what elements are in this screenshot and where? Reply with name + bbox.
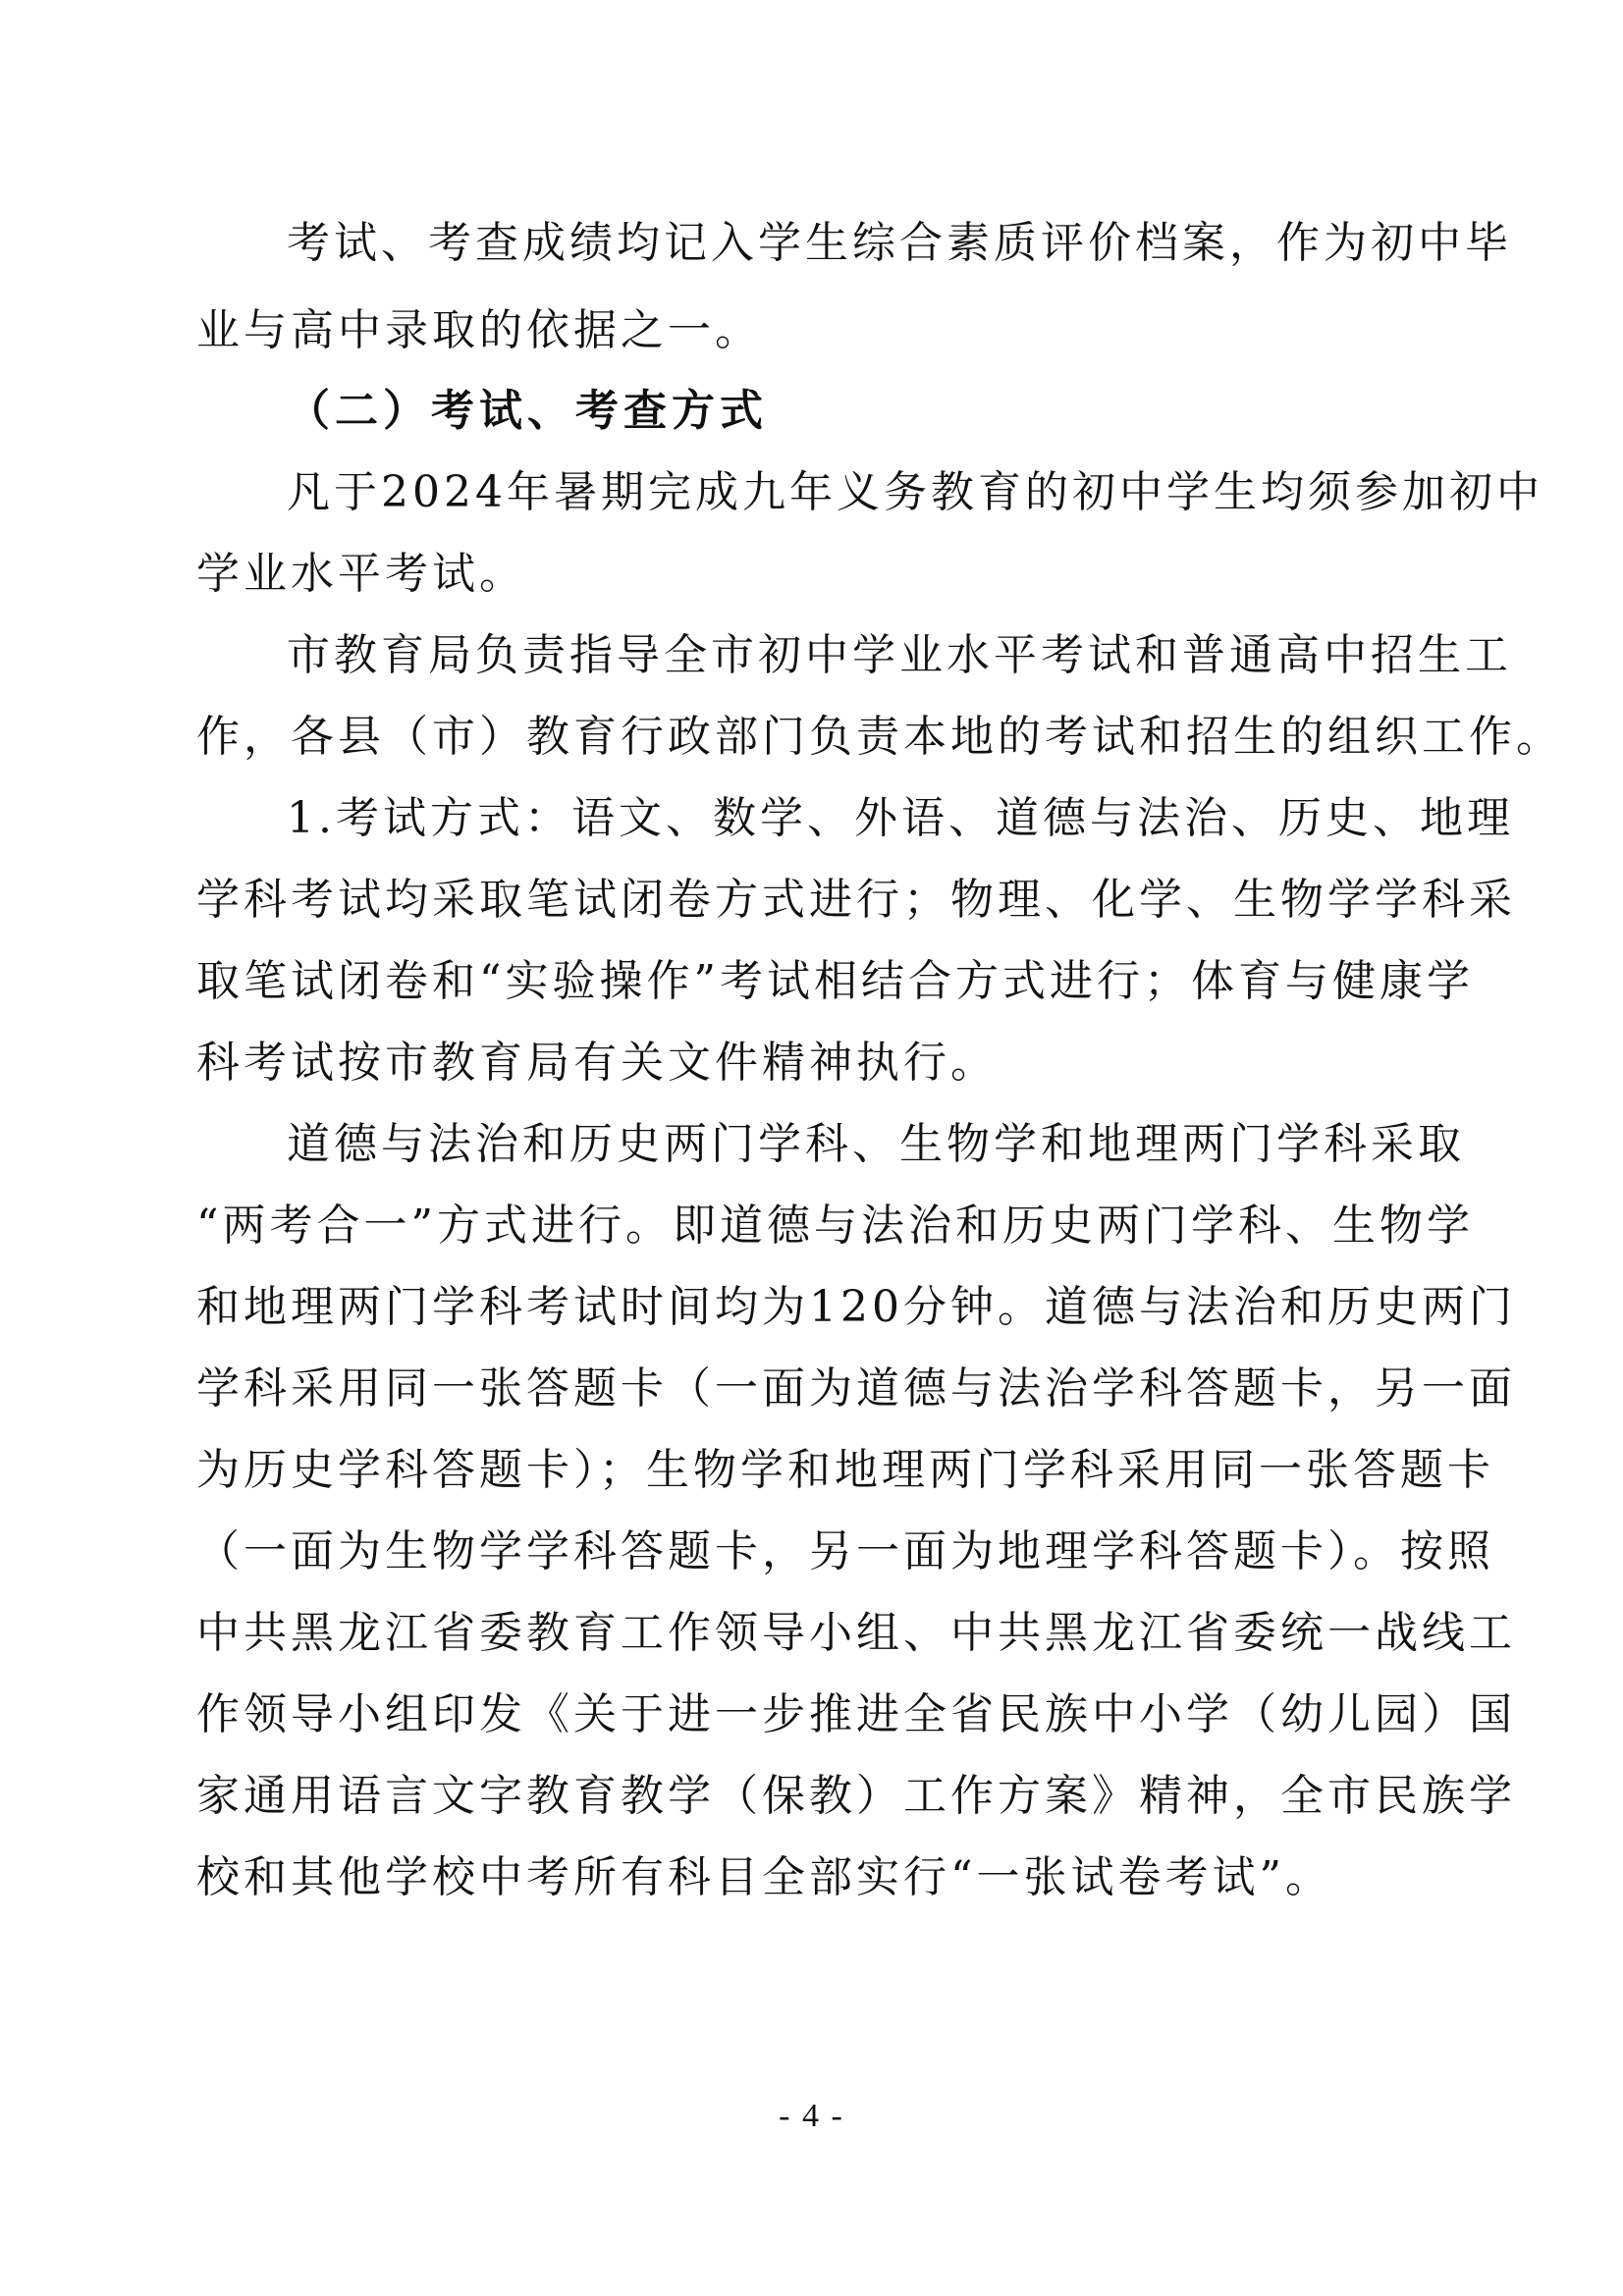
- paragraph-line: 业与高中录取的依据之一。: [196, 305, 762, 355]
- page-number: - 4 -: [779, 2098, 844, 2134]
- paragraph-line: 和地理两门学科考试时间均为120分钟。道德与法治和历史两门: [196, 1282, 1516, 1332]
- paragraph-line: 学科采用同一张答题卡（一面为道德与法治学科答题卡，另一面: [196, 1363, 1516, 1414]
- paragraph-line: 校和其他学校中考所有科目全部实行“一张试卷考试”。: [196, 1852, 1332, 1902]
- paragraph-line: 考试、考查成绩均记入学生综合素质评价档案，作为初中毕: [287, 218, 1512, 268]
- paragraph-line: 道德与法治和历史两门学科、生物学和地理两门学科采取: [287, 1119, 1465, 1169]
- paragraph-line: 学科考试均采取笔试闭卷方式进行；物理、化学、生物学学科采: [196, 875, 1516, 925]
- paragraph-line: 科考试按市教育局有关文件精神执行。: [196, 1038, 998, 1088]
- paragraph-line: “两考合一”方式进行。即道德与法治和历史两门学科、生物学: [196, 1201, 1474, 1251]
- paragraph-line: 作，各县（市）教育行政部门负责本地的考试和招生的组织工作。: [196, 712, 1563, 762]
- paragraph-line: 1.考试方式：语文、数学、外语、道德与法治、历史、地理: [287, 793, 1514, 843]
- paragraph-line: 取笔试闭卷和“实验操作”考试相结合方式进行；体育与健康学: [196, 956, 1474, 1006]
- paragraph-line: 中共黑龙江省委教育工作领导小组、中共黑龙江省委统一战线工: [196, 1608, 1516, 1658]
- paragraph-line: （一面为生物学学科答题卡，另一面为地理学科答题卡）。按照: [196, 1526, 1494, 1576]
- section-heading: （二）考试、考查方式: [287, 386, 768, 436]
- paragraph-line: 为历史学科答题卡）；生物学和地理两门学科采用同一张答题卡: [196, 1445, 1494, 1495]
- paragraph-line: 作领导小组印发《关于进一步推进全省民族中小学（幼儿园）国: [196, 1689, 1516, 1739]
- paragraph-line: 市教育局负责指导全市初中学业水平考试和普通高中招生工: [287, 630, 1512, 680]
- paragraph-line: 家通用语言文字教育教学（保教）工作方案》精神，全市民族学: [196, 1771, 1516, 1821]
- paragraph-line: 学业水平考试。: [196, 549, 526, 599]
- paragraph-line: 凡于2024年暑期完成九年义务教育的初中学生均须参加初中: [287, 467, 1543, 517]
